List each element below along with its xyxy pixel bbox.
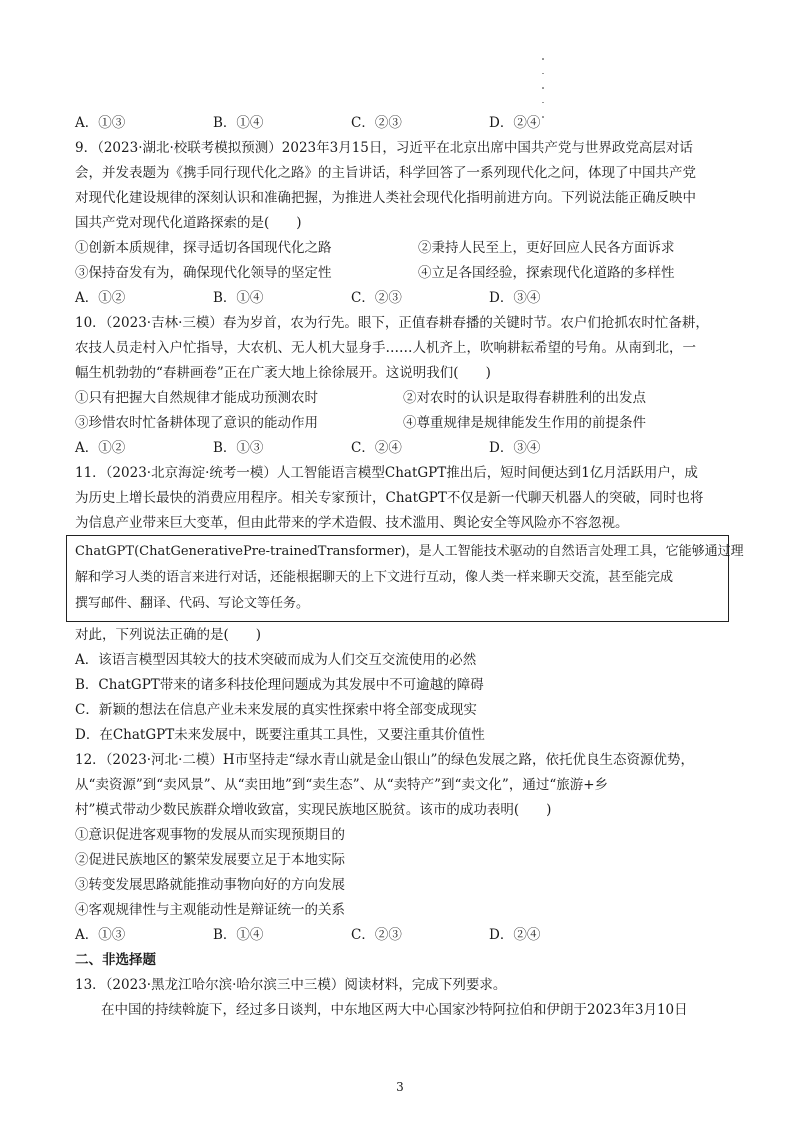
- q9-stem-line: 对现代化建设规律的深刻认识和准确把握，为推进人类社会现代化指明前进方向。下列说法能正确反映中: [75, 190, 696, 206]
- statement-2: ②促进民族地区的繁荣发展要立足于本地实际: [75, 852, 345, 868]
- option-a: A．①③: [75, 927, 126, 943]
- q12-stem-line: 从“卖资源”到“卖风景”、从“卖田地”到“卖生态”、从“卖特产”到“卖文化”，通过“旅游+乡: [75, 777, 609, 793]
- option-c: C．②③: [351, 290, 402, 306]
- statement-3: ③珍惜农时忙备耕体现了意识的能动作用: [75, 415, 318, 431]
- option-c: C．②④: [351, 440, 402, 456]
- q13-stem-line: 13．（2023·黑龙江哈尔滨·哈尔滨三中三模）阅读材料，完成下列要求。: [75, 977, 507, 993]
- choice-b: B．ChatGPT带来的诸多科技伦理问题成为其发展中不可逾越的障碍: [75, 677, 484, 693]
- choice-c: C．新颖的想法在信息产业未来发展的真实性探索中将全部变成现实: [75, 702, 477, 718]
- q11-stem-line: 11．（2023·北京海淀·统考一模）人工智能语言模型ChatGPT推出后，短时间便达到1亿月活跃用户，成: [75, 465, 698, 481]
- option-d: D．②④: [489, 927, 541, 943]
- statement-1: ①只有把握大自然规律才能成功预测农时: [75, 390, 318, 406]
- choice-d: D．在ChatGPT未来发展中，既要注重其工具性，又要注重其价值性: [75, 727, 485, 743]
- q10-stem-line: 10．（2023·吉林·三模）春为岁首，农为行先。眼下，正值春耕春播的关键时节。农户们抢抓农时忙备耕，: [75, 315, 709, 331]
- material-line: 解和学习人类的语言来进行对话，还能根据聊天的上下文进行互动，像人类一样来聊天交流，甚至能完成: [75, 570, 674, 585]
- material-line: 撰写邮件、翻译、代码、写论文等任务。: [75, 596, 310, 611]
- option-b: B．①③: [213, 440, 264, 456]
- statement-4: ④客观规律性与主观能动性是辩证统一的关系: [75, 902, 345, 918]
- statement-1: ①创新本质规律，探寻适切各国现代化之路: [75, 240, 332, 256]
- option-b: B．①④: [213, 115, 264, 131]
- page-number: 3: [396, 1080, 404, 1094]
- section-heading: 二、非选择题: [75, 952, 156, 968]
- statement-3: ③转变发展思路就能推动事物向好的方向发展: [75, 877, 345, 893]
- q12-stem-line: 村”模式带动少数民族群众增收致富，实现民族地区脱贫。该市的成功表明( ): [75, 802, 552, 818]
- q9-stem-line: 国共产党对现代化道路探索的是( ): [75, 215, 302, 231]
- statement-2: ②秉持人民至上，更好回应人民各方面诉求: [418, 240, 675, 256]
- option-a: A．①③: [75, 115, 126, 131]
- q11-stem-line: 为信息产业带来巨大变革，但由此带来的学术造假、技术滥用、舆论安全等风险亦不容忽视。: [75, 515, 629, 531]
- q10-stem-line: 农技人员走村入户忙指导，大农机、无人机大显身手……人机齐上，吹响耕耘希望的号角。从南到北，一: [75, 340, 696, 356]
- q9-stem-line: 9．（2023·湖北·校联考模拟预测）2023年3月15日，习近平在北京出席中国共产党与世界政党高层对话: [75, 140, 693, 156]
- option-d: D．③④: [489, 440, 541, 456]
- option-b: B．①④: [213, 290, 264, 306]
- q9-stem-line: 会，并发表题为《携手同行现代化之路》的主旨讲话，科学回答了一系列现代化之问，体现了中国共产党: [75, 165, 696, 181]
- option-a: A．①②: [75, 440, 126, 456]
- q10-stem-line: 幅生机勃勃的“春耕画卷”正在广袤大地上徐徐展开。这说明我们( ): [75, 365, 491, 381]
- statement-2: ②对农时的认识是取得春耕胜利的出发点: [403, 390, 646, 406]
- material-box: [66, 535, 744, 622]
- q11-stem-line: 为历史上增长最快的消费应用程序。相关专家预计，ChatGPT不仅是新一代聊天机器人的突破，同时也将: [75, 490, 704, 506]
- material-line: ChatGPT(ChatGenerativePre-trainedTransformer)，是人工智能技术驱动的自然语言处理工具，它能够通过理: [75, 544, 744, 559]
- q12-stem-line: 12．（2023·河北·二模）H市坚持走“绿水青山就是金山银山”的绿色发展之路，依托优良生态资源优势，: [75, 752, 694, 768]
- statement-3: ③保持奋发有为，确保现代化领导的坚定性: [75, 265, 332, 281]
- option-a: A．①②: [75, 290, 126, 306]
- option-c: C．②③: [351, 115, 402, 131]
- q11-prompt: 对此，下列说法正确的是( ): [75, 627, 262, 643]
- statement-4: ④尊重规律是规律能发生作用的前提条件: [403, 415, 646, 431]
- option-b: B．①④: [213, 927, 264, 943]
- statement-1: ①意识促进客观事物的发展从而实现预期目的: [75, 827, 345, 843]
- margin-dots: [542, 58, 546, 131]
- choice-a: A．该语言模型因其较大的技术突破而成为人们交互交流使用的必然: [75, 652, 477, 668]
- statement-4: ④立足各国经验，探索现代化道路的多样性: [418, 265, 675, 281]
- option-d: D．③④: [489, 290, 541, 306]
- q13-material-line: 在中国的持续斡旋下，经过多日谈判，中东地区两大中心国家沙特阿拉伯和伊朗于2023年3月10日: [101, 1002, 688, 1018]
- option-d: D．②④: [489, 115, 541, 131]
- option-c: C．②③: [351, 927, 402, 943]
